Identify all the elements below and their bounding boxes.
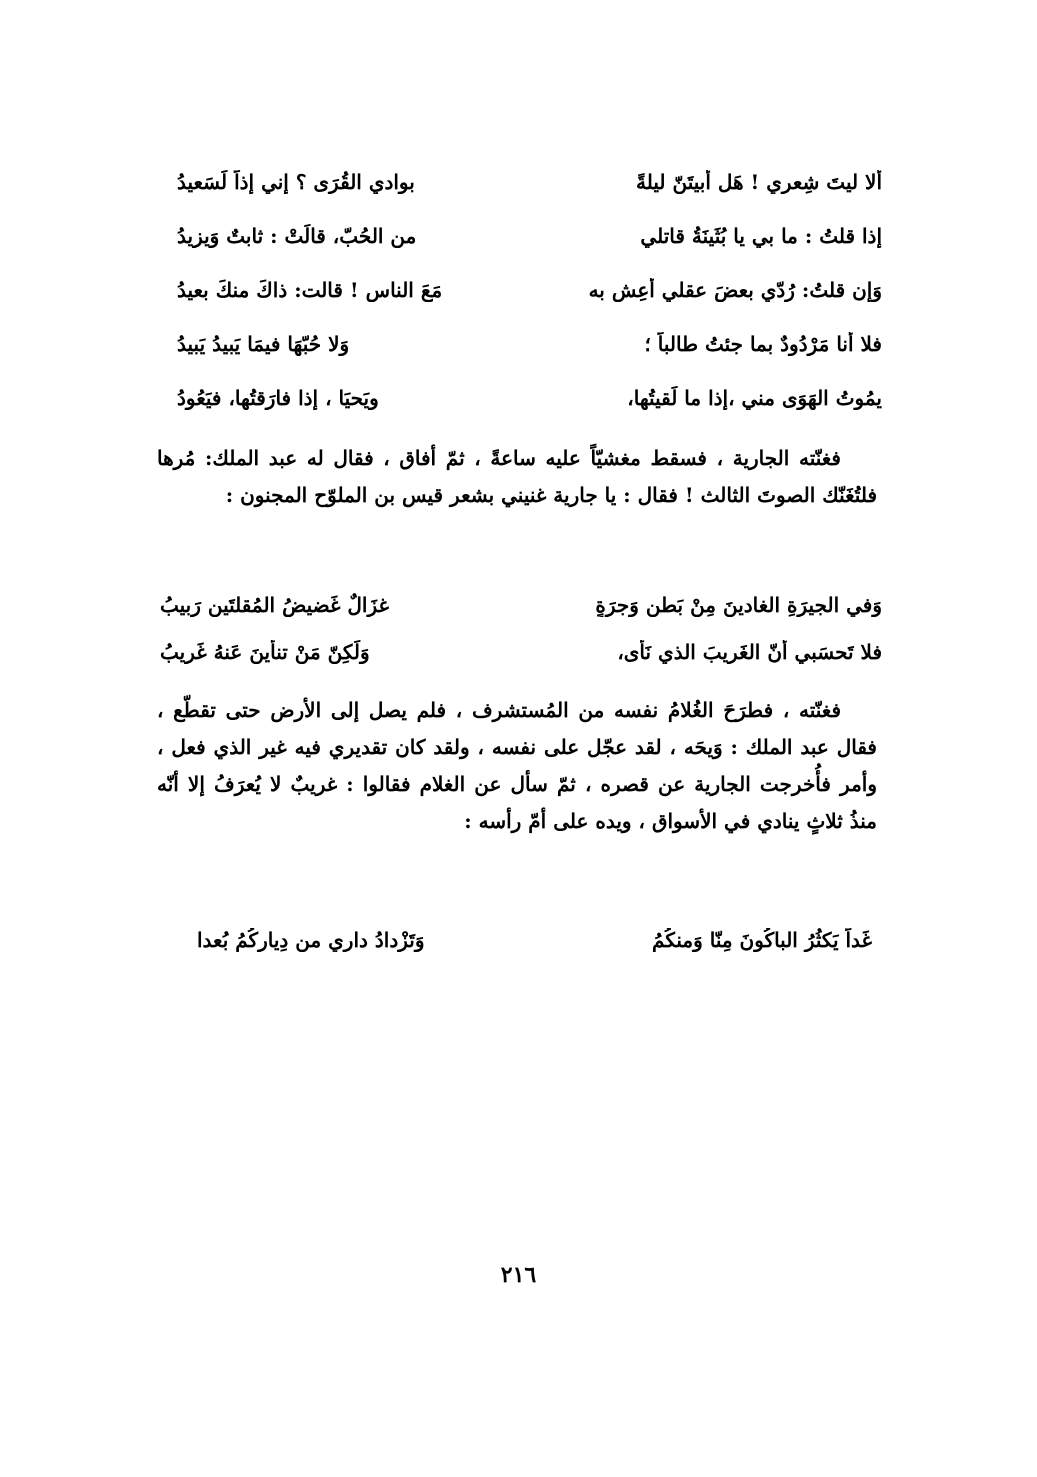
verse (177, 371, 882, 425)
verse (177, 155, 882, 209)
verse-second-hemistich: وَتَزْدادُ داري من دِيارِكُمُ بُعدا (197, 928, 425, 952)
poem-block-2 (160, 581, 882, 675)
verse (197, 915, 872, 965)
verse-second-hemistich: وَلا حُبّهَا فيمَا يَبيدُ يَبيدُ (177, 332, 350, 356)
verse-first-hemistich: يمُوتُ الهَوَى مني ،إذا ما لَقيتُها، (627, 386, 882, 410)
verse-first-hemistich: وَفي الجيرَةِ الغادينَ مِنْ بَطنِ وَجرَةٍ (595, 592, 882, 617)
verse (160, 628, 882, 675)
poem-block-1 (177, 155, 882, 425)
verse (177, 263, 882, 317)
verse-second-hemistich: مَعَ الناسِ ! قالت: ذاكَ منكَ بعيدُ (177, 278, 443, 302)
verse (177, 317, 882, 371)
verse-first-hemistich: غَداً يَكثُرُ الباكُونَ مِنّا وَمنكُمُ (652, 928, 872, 952)
verse-second-hemistich: غزَالٌ غَضيضُ المُقلتَينِ رَبيبُ (160, 592, 389, 617)
prose-paragraph-1 (157, 440, 877, 514)
verse (177, 209, 882, 263)
paragraph-text: فغنّته ، فطرَحَ الغُلامُ نفسه من المُستشرف ، فلم يصل إلى الأرض حتى تقطّع ، فقال عبد الملك : وَيحَه ، لقد عجّل على نفسه ، ولقد كان تقديري فيه غير الذي فعل ، وأمر فأُخرجت الجارية عن قصره ، ثمّ سأل عن الغلام فقالوا : غريبٌ لا يُعرَفُ إلا أنّه منذُ ثلاثٍ ينادي في الأسواق ، ويده على أمّ رأسه : (157, 698, 877, 833)
verse-first-hemistich: إذا قلتُ : ما بي يا بُثَينَةُ قاتلي (640, 224, 882, 248)
verse-first-hemistich: فلا تَحسَبي أنّ الغَريبَ الذي نَأى، (617, 639, 882, 664)
verse-second-hemistich: من الحُبّ، قالَتْ : ثابتٌ وَيزيدُ (177, 224, 417, 248)
verse-second-hemistich: ويَحيَا ، إذا فارَقتُها، فيَعُودُ (177, 386, 379, 410)
verse-second-hemistich: وَلَكِنّ مَنْ تنأينَ عَنهُ غَريبُ (160, 639, 370, 664)
verse-first-hemistich: ألا ليتَ شِعري ! هَل أبيتَنّ ليلةً (636, 170, 882, 194)
verse (160, 581, 882, 628)
verse-first-hemistich: وَإن قلتُ: رُدّي بعضَ عقلي أعِش به (588, 278, 882, 302)
page-number: ٢١٦ (500, 1262, 537, 1288)
paragraph-text: فغنّته الجارية ، فسقط مغشيّاً عليه ساعةً ، ثمّ أفاق ، فقال له عبد الملك: مُرها فلتُغَنّك الصوتَ الثالث ! فقال : يا جارية غنيني بشعر قيس بن الملوّح المجنون : (157, 446, 877, 507)
prose-paragraph-2 (157, 692, 877, 840)
poem-block-3 (197, 915, 872, 965)
verse-second-hemistich: بوادي القُرَى ؟ إني إذاً لَسَعيدُ (177, 170, 415, 194)
verse-first-hemistich: فلا أنا مَرْدُودٌ بما جئتُ طالباً ؛ (644, 332, 882, 356)
